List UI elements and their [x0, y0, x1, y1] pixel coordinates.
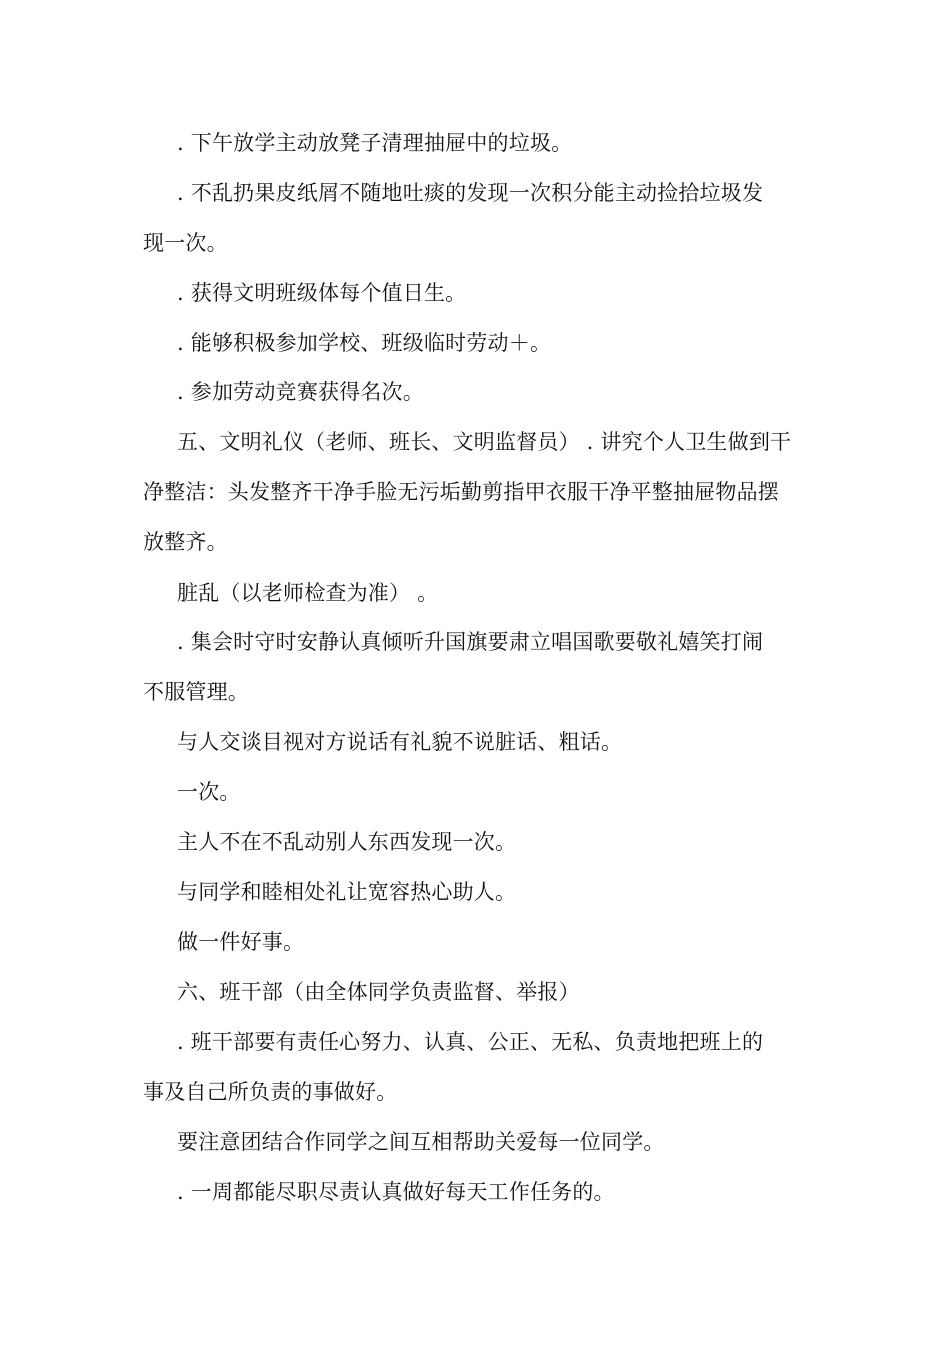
- text-line: . 不乱扔果皮纸屑不随地吐痰的发现一次积分能主动捡拾垃圾发: [177, 181, 764, 205]
- text-line: 净整洁：头发整齐干净手脸无污垢勤剪指甲衣服干净平整抽屉物品摆: [143, 480, 779, 504]
- text-line: . 班干部要有责任心努力、认真、公正、无私、负责地把班上的: [177, 1030, 764, 1054]
- section-heading: 六、班干部（由全体同学负责监督、举报）: [177, 980, 580, 1004]
- text-line: . 一周都能尽职尽责认真做好每天工作任务的。: [177, 1180, 615, 1204]
- text-line: . 下午放学主动放凳子清理抽屉中的垃圾。: [177, 131, 573, 155]
- text-line: 与同学和睦相处礼让宽容热心助人。: [177, 880, 517, 904]
- text-line: 脏乱（以老师检查为准） 。: [177, 581, 439, 605]
- text-line: 放整齐。: [143, 530, 228, 554]
- text-line: . 参加劳动竞赛获得名次。: [177, 380, 424, 404]
- text-line: . 集会时守时安静认真倾听升国旗要肃立唱国歌要敬礼嬉笑打闹: [177, 630, 764, 654]
- text-line: 要注意团结合作同学之间互相帮助关爱每一位同学。: [177, 1130, 665, 1154]
- text-line: . 能够积极参加学校、班级临时劳动＋。: [177, 331, 552, 355]
- text-line: 不服管理。: [143, 680, 249, 704]
- text-line: 一次。: [177, 780, 241, 804]
- text-line: 事及自己所负责的事做好。: [143, 1080, 398, 1104]
- text-line: . 获得文明班级体每个值日生。: [177, 281, 467, 305]
- section-heading-text-line: 五、文明礼仪（老师、班长、文明监督员） . 讲究个人卫生做到干: [177, 430, 792, 454]
- text-line: 做一件好事。: [177, 930, 305, 954]
- text-line: 与人交谈目视对方说话有礼貌不说脏话、粗话。: [177, 730, 623, 754]
- text-line: 现一次。: [143, 231, 228, 255]
- text-line: 主人不在不乱动别人东西发现一次。: [177, 830, 517, 854]
